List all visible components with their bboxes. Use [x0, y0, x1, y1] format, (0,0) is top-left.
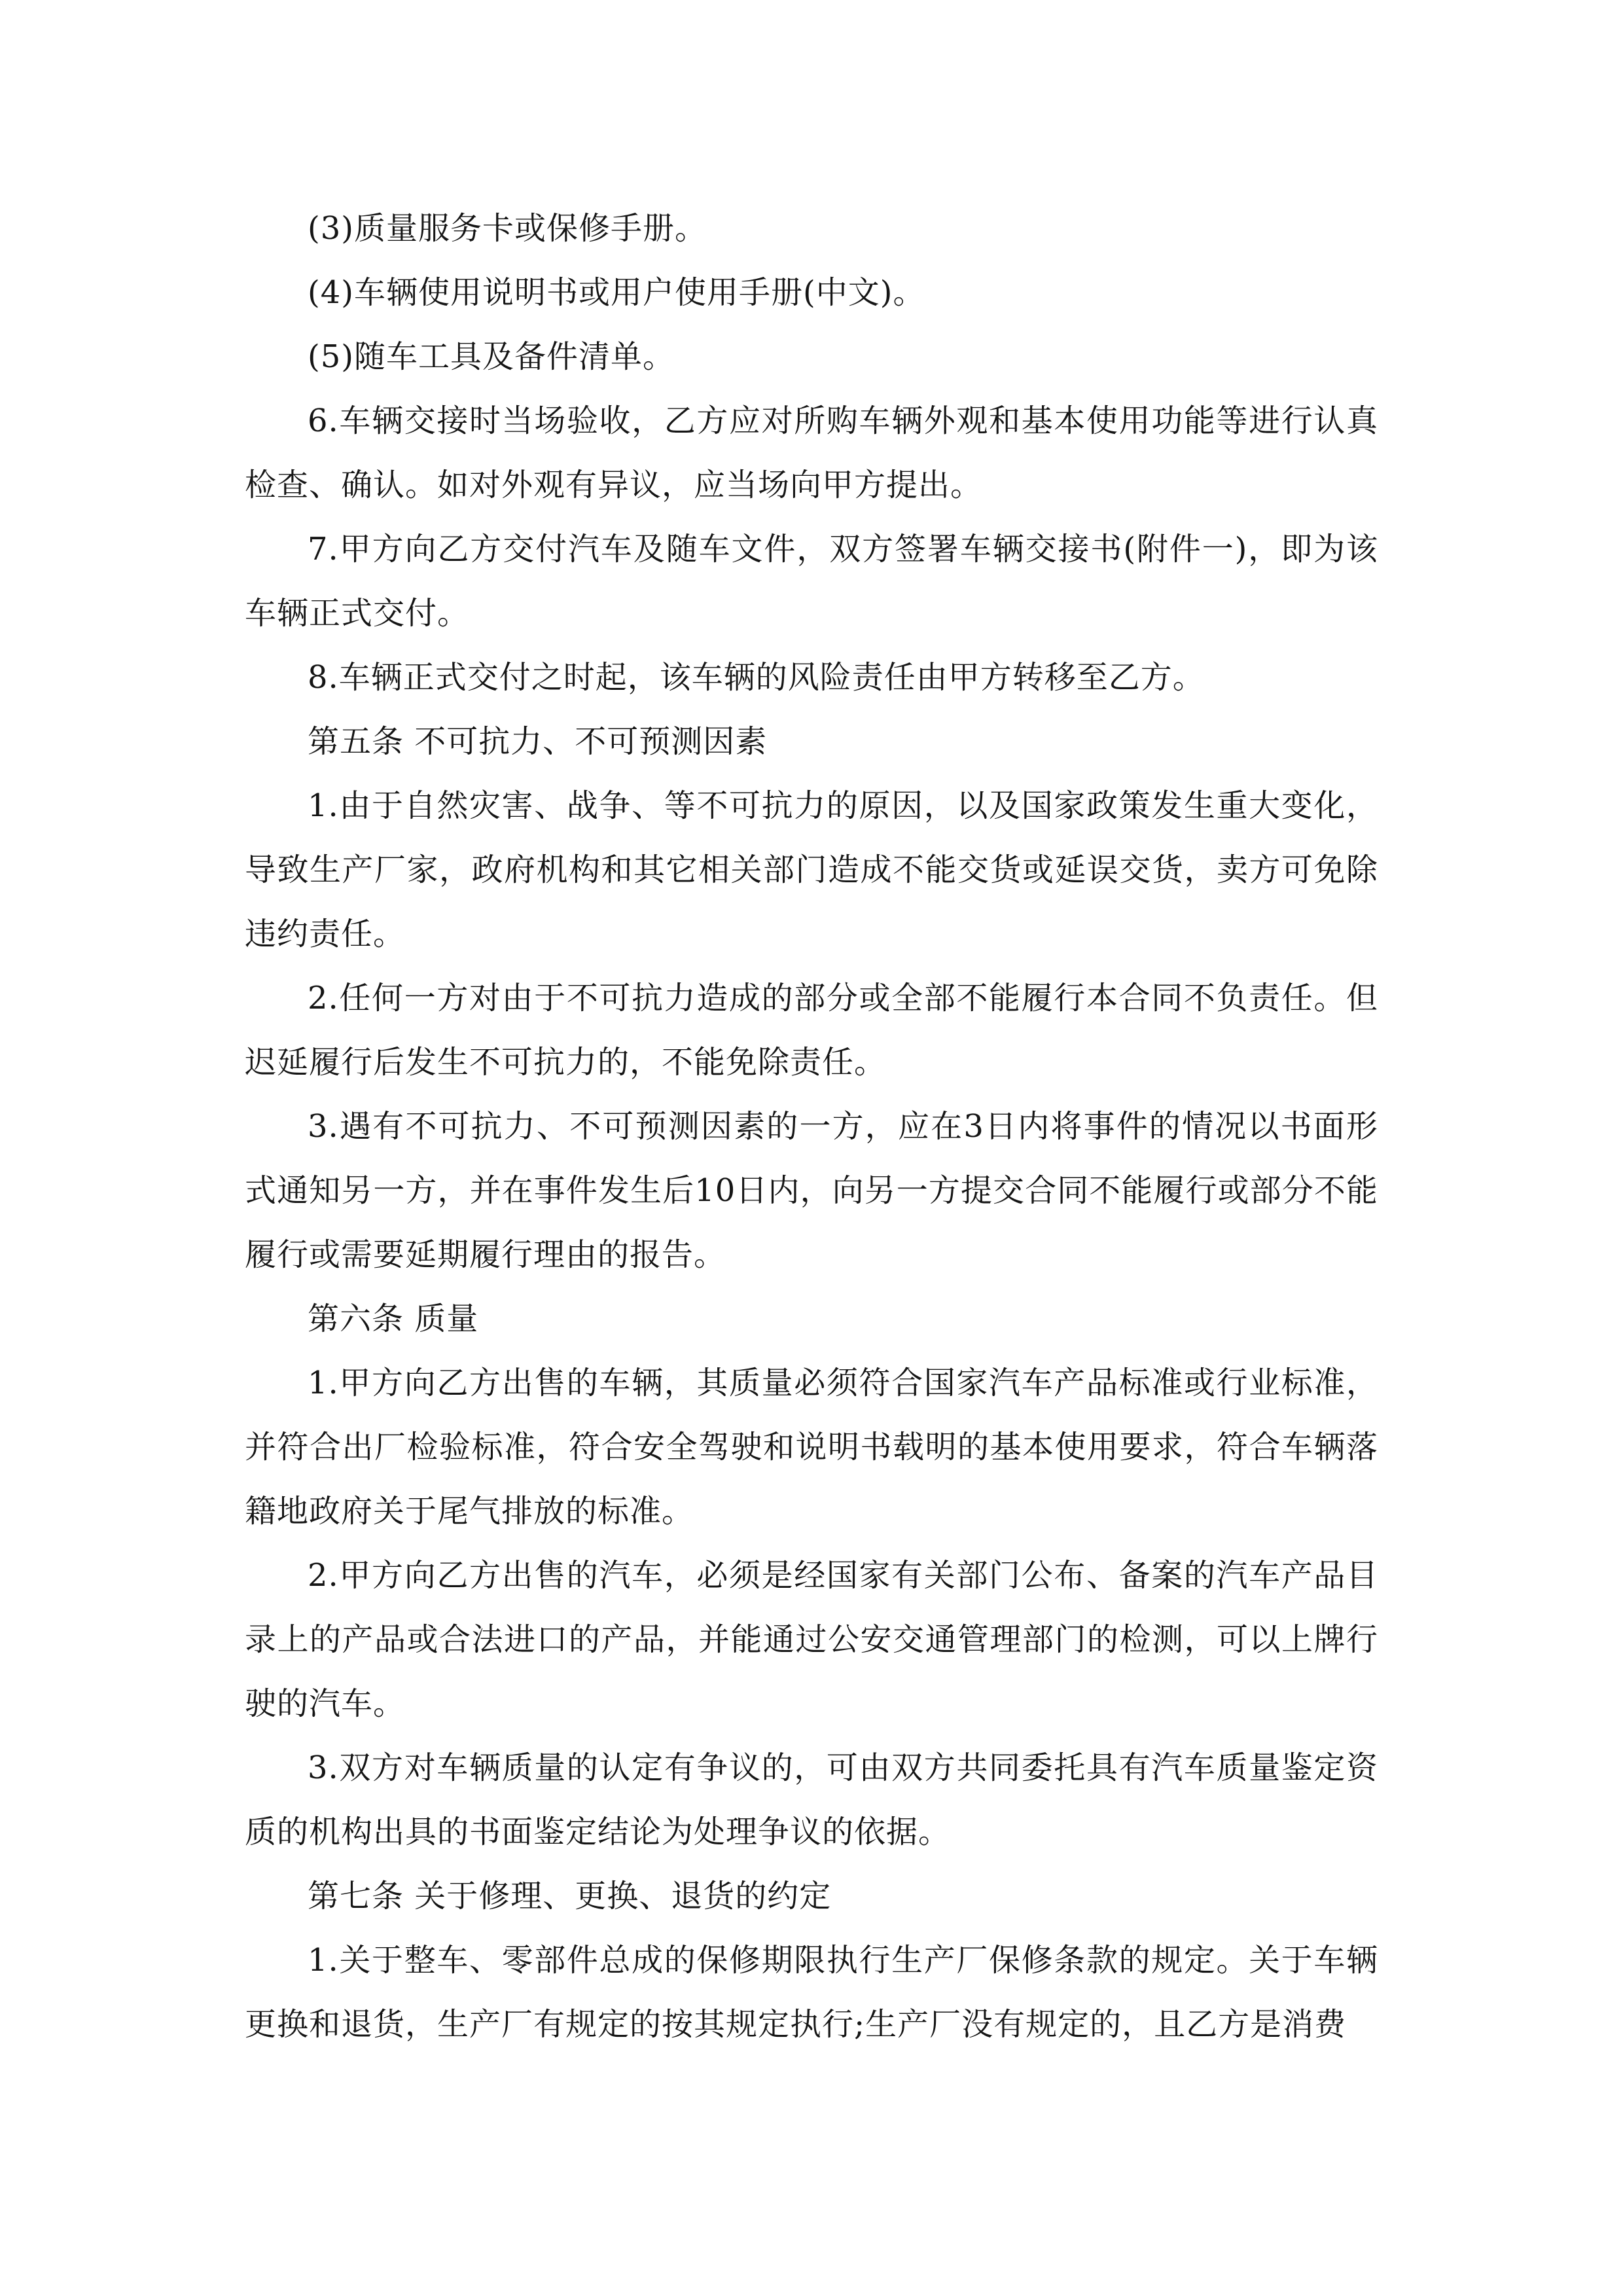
clause-paragraph: 3.遇有不可抗力、不可预测因素的一方，应在3日内将事件的情况以书面形式通知另一方，并在事件发生后10日内，向另一方提交合同不能履行或部分不能履行或需要延期履行理由的报告。	[245, 1108, 1378, 1273]
article-heading: 第五条 不可抗力、不可预测因素	[308, 723, 768, 760]
list-item: (4)车辆使用说明书或用户使用手册(中文)。	[308, 274, 925, 311]
article-heading: 第六条 质量	[308, 1300, 479, 1337]
list-item: (3)质量服务卡或保修手册。	[308, 210, 707, 247]
clause-paragraph: 2.甲方向乙方出售的汽车，必须是经国家有关部门公布、备案的汽车产品目录上的产品或合法进口的产品，并能通过公安交通管理部门的检测，可以上牌行驶的汽车。	[245, 1557, 1378, 1722]
clause-paragraph: 7.甲方向乙方交付汽车及随车文件，双方签署车辆交接书(附件一)，即为该车辆正式交付。	[245, 531, 1378, 632]
document-body	[245, 196, 1378, 2056]
clause-paragraph: 1.由于自然灾害、战争、等不可抗力的原因，以及国家政策发生重大变化，导致生产厂家，政府机构和其它相关部门造成不能交货或延误交货，卖方可免除违约责任。	[245, 787, 1378, 952]
clause-paragraph: 1.甲方向乙方出售的车辆，其质量必须符合国家汽车产品标准或行业标准，并符合出厂检验标准，符合安全驾驶和说明书载明的基本使用要求，符合车辆落籍地政府关于尾气排放的标准。	[245, 1365, 1378, 1530]
clause-paragraph: 8.车辆正式交付之时起，该车辆的风险责任由甲方转移至乙方。	[308, 659, 1205, 696]
clause-paragraph: 2.任何一方对由于不可抗力造成的部分或全部不能履行本合同不负责任。但迟延履行后发生不可抗力的，不能免除责任。	[245, 980, 1378, 1081]
clause-paragraph: 3.双方对车辆质量的认定有争议的，可由双方共同委托具有汽车质量鉴定资质的机构出具的书面鉴定结论为处理争议的依据。	[245, 1749, 1378, 1850]
clause-paragraph: 6.车辆交接时当场验收，乙方应对所购车辆外观和基本使用功能等进行认真检查、确认。如对外观有异议，应当场向甲方提出。	[245, 403, 1378, 503]
list-item: (5)随车工具及备件清单。	[308, 338, 675, 375]
clause-paragraph: 1.关于整车、零部件总成的保修期限执行生产厂保修条款的规定。关于车辆更换和退货，生产厂有规定的按其规定执行;生产厂没有规定的，且乙方是消费	[245, 1942, 1378, 2043]
article-heading: 第七条 关于修理、更换、退货的约定	[308, 1878, 832, 1914]
